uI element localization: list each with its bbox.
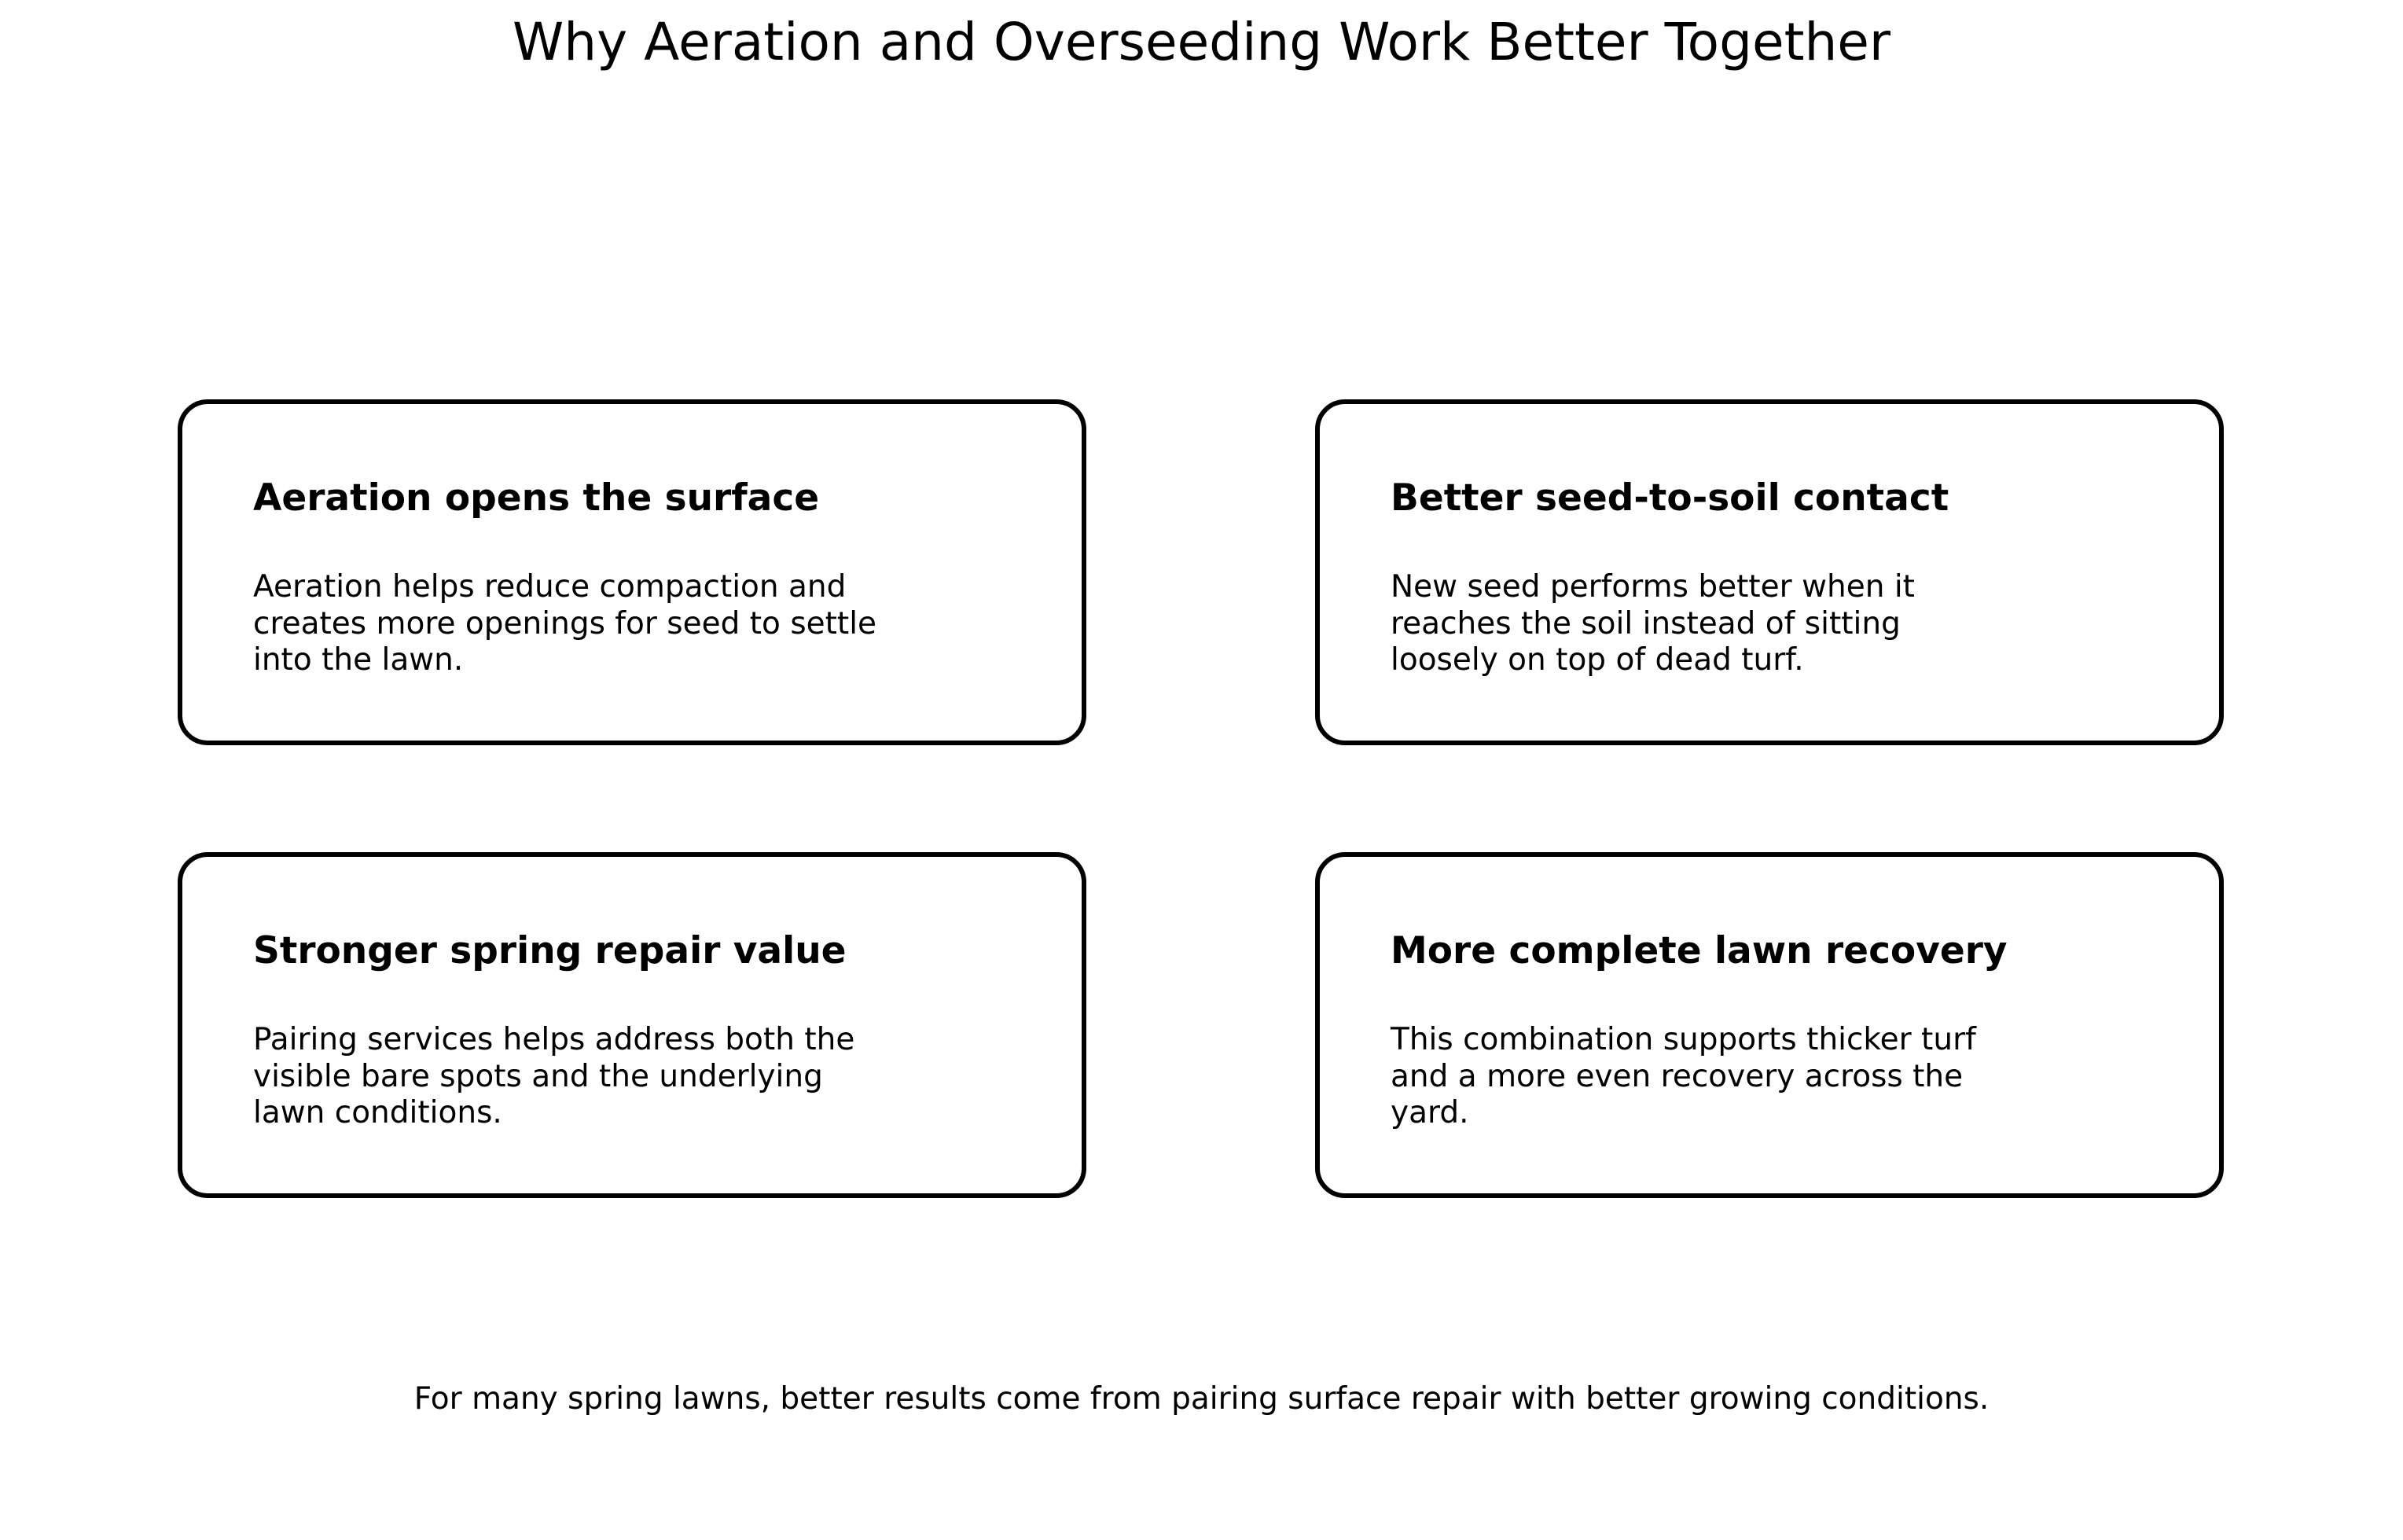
card-body: Aeration helps reduce compaction and creates more openings for seed to settle into the lawn. bbox=[253, 569, 877, 678]
footer-note: For many spring lawns, better results come from pairing surface repair with better growing conditions. bbox=[413, 1381, 1990, 1417]
card-body: Pairing services helps address both the visible bare spots and the underlying lawn conditions. bbox=[253, 1022, 855, 1130]
card-body: New seed performs better when it reaches the soil instead of sitting loosely on top of dead turf. bbox=[1391, 569, 1915, 678]
card-heading: Better seed-to-soil contact bbox=[1391, 476, 1949, 520]
card-aeration-opens-surface bbox=[178, 399, 1086, 745]
card-spring-repair-value bbox=[178, 852, 1086, 1198]
card-body: This combination supports thicker turf and a more even recovery across the yard. bbox=[1391, 1022, 1976, 1130]
card-heading: Aeration opens the surface bbox=[253, 476, 820, 520]
diagram-title: Why Aeration and Overseeding Work Better Together bbox=[512, 12, 1891, 72]
card-lawn-recovery bbox=[1315, 852, 2224, 1198]
card-heading: Stronger spring repair value bbox=[253, 929, 847, 972]
card-seed-to-soil-contact bbox=[1315, 399, 2224, 745]
card-heading: More complete lawn recovery bbox=[1391, 929, 2008, 972]
